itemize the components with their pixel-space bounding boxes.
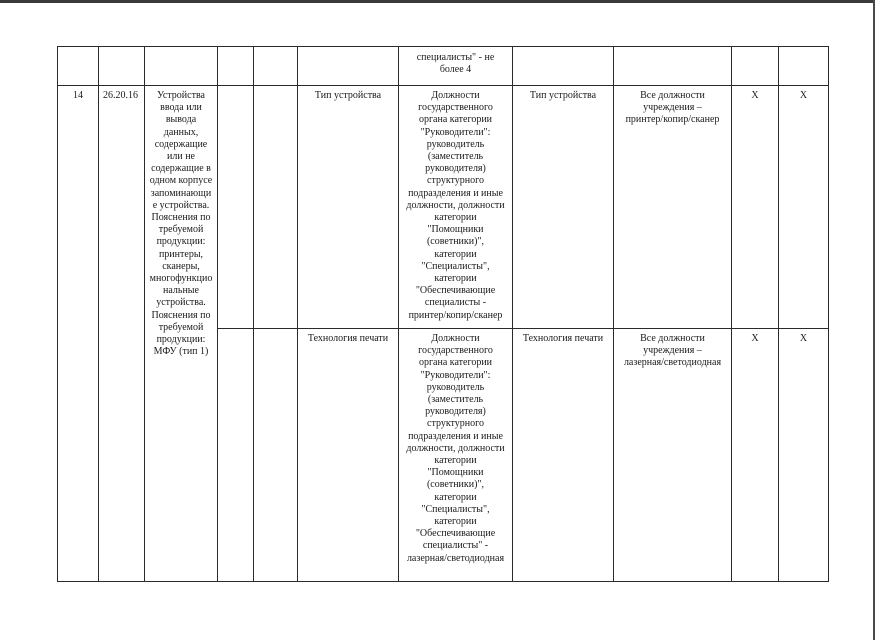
institution-positions-cell xyxy=(614,329,732,582)
institution-positions-cell xyxy=(614,86,732,329)
x-mark-cell xyxy=(732,329,779,582)
table-row-14-device-type xyxy=(58,86,829,329)
characteristic-name: Технология печати xyxy=(307,333,389,344)
cell-empty xyxy=(58,47,99,86)
x-mark: X xyxy=(799,333,808,344)
cell-empty xyxy=(145,47,218,86)
cell-empty xyxy=(614,47,732,86)
cell-empty xyxy=(779,47,829,86)
continuation-positions-cell xyxy=(399,47,513,86)
institution-positions-text: Все должности учреждения – принтер/копир/сканер xyxy=(625,90,720,126)
positions-text: Должности государственного органа категории "Руководители": руководитель (заместитель руководителя) структурного подразделения и иные должности, должности категории "Помощники (советники)", категории "Специалисты", категории "Обеспечивающие специалисты - принтер/копир/сканер xyxy=(406,90,505,321)
x-mark: X xyxy=(751,333,759,344)
institution-positions-text: Все должности учреждения – лазерная/светодиодная xyxy=(623,333,722,369)
characteristic-cell xyxy=(298,86,399,329)
x-mark: X xyxy=(751,90,759,101)
cell-empty xyxy=(298,47,399,86)
x-mark-cell xyxy=(732,86,779,329)
characteristic-name: Тип устройства xyxy=(314,90,382,101)
cell-empty xyxy=(218,329,254,582)
product-name-cell xyxy=(145,86,218,582)
cell-empty xyxy=(732,47,779,86)
requirements-table xyxy=(57,46,829,582)
okpd-code-cell xyxy=(99,86,145,582)
positions-cell xyxy=(399,86,513,329)
characteristic2-name: Тип устройства xyxy=(529,90,597,101)
characteristic2-name: Технология печати xyxy=(522,333,604,344)
cell-empty xyxy=(254,47,298,86)
cell-empty xyxy=(218,47,254,86)
cell-empty xyxy=(254,329,298,582)
x-mark-cell xyxy=(779,86,829,329)
characteristic2-cell xyxy=(513,329,614,582)
positions-text: Должности государственного органа категории "Руководители": руководитель (заместитель руководителя) структурного подразделения и иные должности, должности категории "Помощники (советники)", категории "Специалисты", категории "Обеспечивающие специалисты" - лазерная/светодиодная xyxy=(406,333,505,564)
scan-edge-top xyxy=(0,0,875,3)
okpd-code: 26.20.16 xyxy=(103,90,138,101)
row-number-cell xyxy=(58,86,99,582)
row-number: 14 xyxy=(73,90,83,101)
cell-empty xyxy=(254,86,298,329)
x-mark: X xyxy=(799,90,808,101)
cell-empty xyxy=(513,47,614,86)
positions-cell xyxy=(399,329,513,582)
continuation-text: специалисты" - не более 4 xyxy=(416,52,495,76)
product-name: Устройства ввода или вывода данных, содержащие или не содержащие в одном корпусе запоминающи е устройства. Пояснения по требуемой продукции: принтеры, сканеры, многофункцио нальные устройства. Пояснения по требуемой продукции: МФУ (тип 1) xyxy=(149,90,213,358)
table-row-continuation xyxy=(58,47,829,86)
characteristic2-cell xyxy=(513,86,614,329)
cell-empty xyxy=(218,86,254,329)
cell-empty xyxy=(99,47,145,86)
characteristic-cell xyxy=(298,329,399,582)
x-mark-cell xyxy=(779,329,829,582)
